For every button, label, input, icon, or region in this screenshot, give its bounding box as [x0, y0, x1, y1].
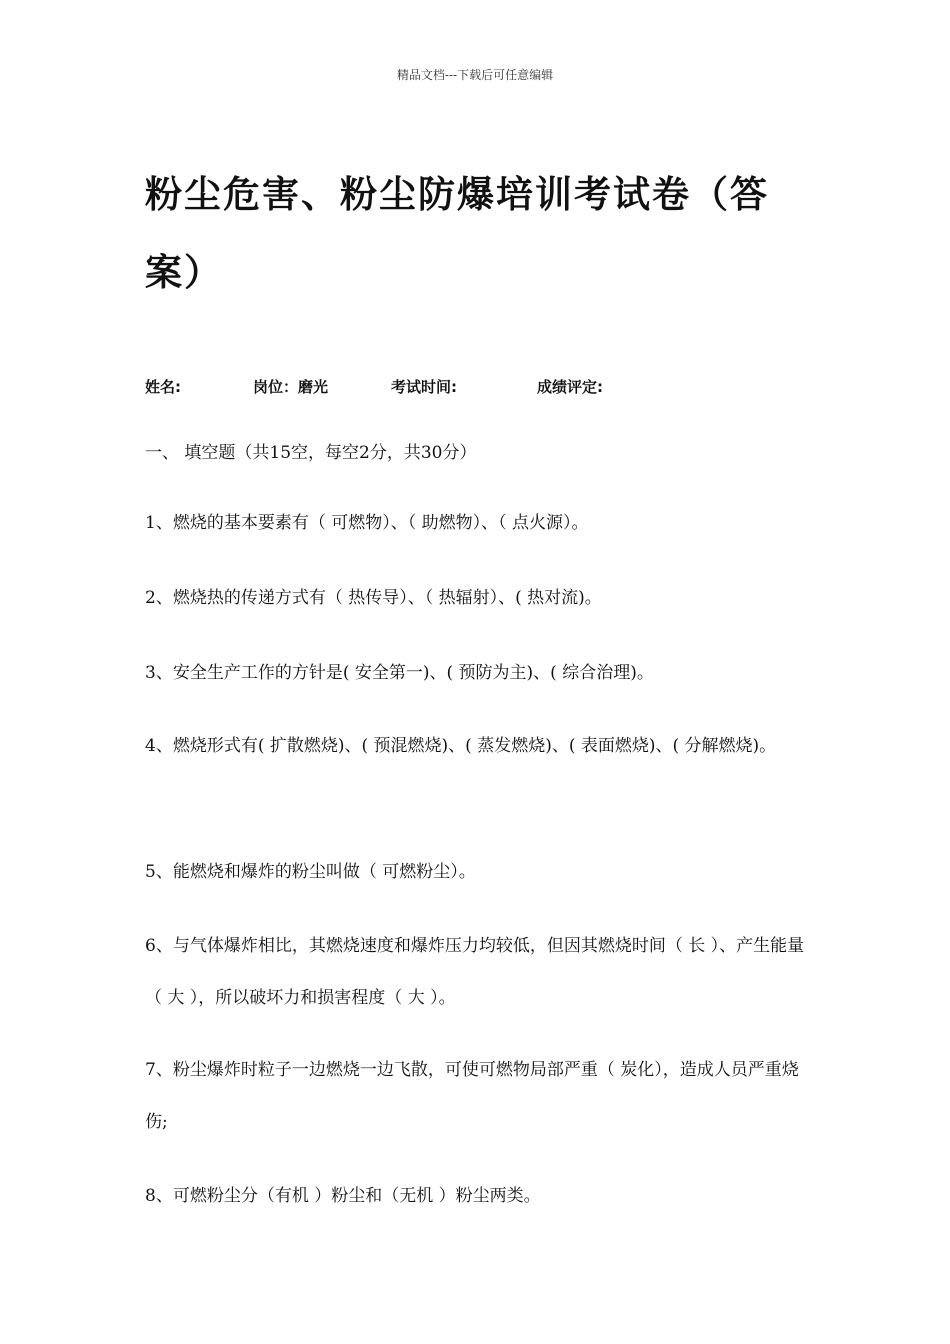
question-item: 5、能燃烧和爆炸的粉尘叫做（ 可燃粉尘）。: [145, 862, 476, 882]
score-label: 成绩评定:: [537, 378, 603, 396]
exam-time-label: 考试时间:: [391, 378, 457, 396]
question-item: 4、燃烧形式有( 扩散燃烧)、( 预混燃烧)、( 蒸发燃烧)、( 表面燃烧)、( 分解燃烧)。: [145, 736, 777, 756]
question-item: 6、与气体爆炸相比，其燃烧速度和爆炸压力均较低，但因其燃烧时间（ 长 ）、产生能量（ 大 ），所以破坏力和损害程度（ 大 ）。: [145, 936, 805, 1008]
section-heading: 一、 填空题（共15空，每空2分，共30分）: [145, 443, 477, 463]
document-title: 粉尘危害、粉尘防爆培训考试卷（答案）: [145, 173, 769, 294]
question-item: 3、安全生产工作的方针是( 安全第一)、( 预防为主)、( 综合治理)。: [145, 663, 654, 683]
post-label: 岗位：磨光: [253, 378, 329, 396]
exam-info-row: [145, 376, 825, 398]
question-item: 1、燃烧的基本要素有（ 可燃物）、（ 助燃物）、（ 点火源）。: [145, 513, 589, 533]
header-note: 精品文档---下载后可任意编辑: [396, 68, 554, 82]
question-item: 7、粉尘爆炸时粒子一边燃烧一边飞散，可使可燃物局部严重（ 炭化），造成人员严重烧伤;: [145, 1060, 799, 1132]
name-label: 姓名:: [145, 378, 181, 396]
question-item: 8、可燃粉尘分（有机 ）粉尘和（无机 ）粉尘两类。: [145, 1186, 541, 1206]
question-item: 2、燃烧热的传递方式有（ 热传导）、（ 热辐射）、( 热对流)。: [145, 588, 602, 608]
